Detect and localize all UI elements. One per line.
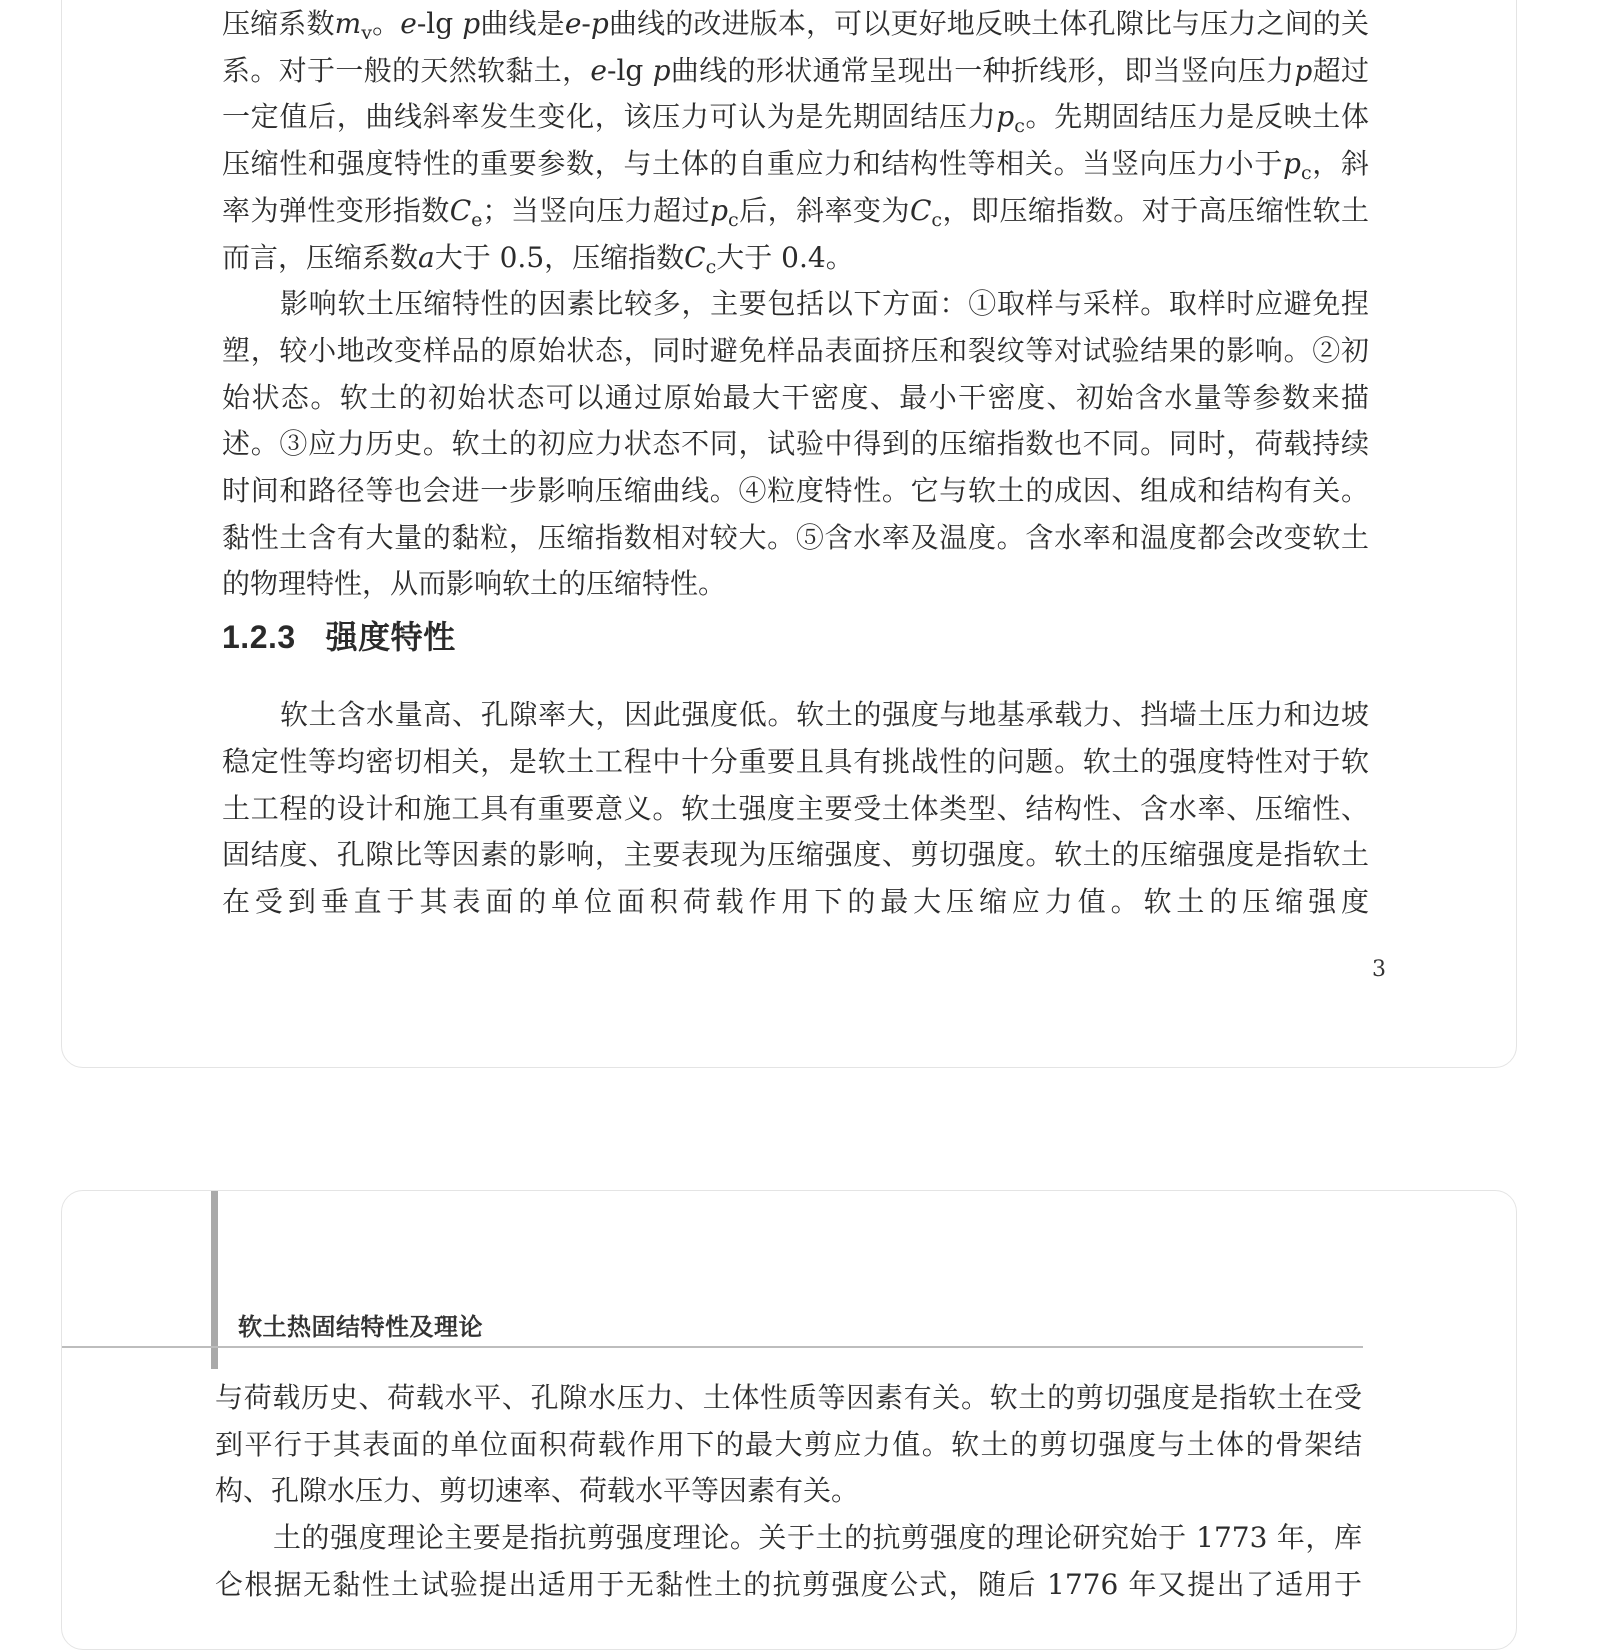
paragraph-compression-curve: 压缩系数$m_v$。e-lg p曲线是e-p曲线的改进版本，可以更好地反映土体孔隙比与压力之间的关系。对于一般的天然软黏土，e-lg p曲线的形状通常呈现出一种折线形，即当竖向压力p超过一定值后，曲线斜率发生变化，该压力可认为是先期固结压力$p_c$。先期固结压力是反映土体压缩性和强度特性的重要参数，与土体的自重应力和结构性等相关。当竖向压力小于$p_c$，斜率为弹性变形指数$C_e$；当竖向压力超过$p_c$后，斜率变为$C_c$，即压缩指数。对于高压缩性软土而言，压缩系数a大于 0.5，压缩指数$C_c$大于 0.4。: [222, 7, 1369, 278]
paragraph-strength-theory: 土的强度理论主要是指抗剪强度理论。关于土的抗剪强度的理论研究始于 1773 年，库仑根据无黏性土试验提出适用于无黏性土的抗剪强度公式，随后 1776 年又提出了适用于: [215, 1521, 1362, 1601]
running-header-rule: [62, 1346, 1363, 1348]
section-number: 1.2.3: [222, 619, 296, 656]
section-heading-1-2-3: [222, 608, 1369, 692]
document-page-4: [61, 1190, 1517, 1650]
page-4-body: [215, 1375, 1362, 1609]
page-number: 3: [1372, 957, 1386, 982]
running-header-bar: [211, 1191, 218, 1369]
page-3-body: [222, 1, 1369, 926]
paragraph-strength-properties: 软土含水量高、孔隙率大，因此强度低。软土的强度与地基承载力、挡墙土压力和边坡稳定性等均密切相关，是软土工程中十分重要且具有挑战性的问题。软土的强度特性对于软土工程的设计和施工具有重要意义。软土强度主要受土体类型、结构性、含水率、压缩性、固结度、孔隙比等因素的影响，主要表现为压缩强度、剪切强度。软土的压缩强度是指软土在受到垂直于其表面的单位面积荷载作用下的最大压缩应力值。软土的压缩强度: [222, 698, 1369, 918]
document-page-3: [61, 0, 1517, 1068]
paragraph-shear-strength: 与荷载历史、荷载水平、孔隙水压力、土体性质等因素有关。软土的剪切强度是指软土在受到平行于其表面的单位面积荷载作用下的最大剪应力值。软土的剪切强度与土体的骨架结构、孔隙水压力、剪切速率、荷载水平等因素有关。: [215, 1381, 1362, 1508]
running-header-title: 软土热固结特性及理论: [238, 1313, 483, 1341]
section-title: 强度特性: [325, 619, 456, 656]
paragraph-compression-factors: 影响软土压缩特性的因素比较多，主要包括以下方面：①取样与采样。取样时应避免捏塑，较小地改变样品的原始状态，同时避免样品表面挤压和裂纹等对试验结果的影响。②初始状态。软土的初始状态可以通过原始最大干密度、最小干密度、初始含水量等参数来描述。③应力历史。软土的初应力状态不同，试验中得到的压缩指数也不同。同时，荷载持续时间和路径等也会进一步影响压缩曲线。④粒度特性。它与软土的成因、组成和结构有关。黏性土含有大量的黏粒，压缩指数相对较大。⑤含水率及温度。含水率和温度都会改变软土的物理特性，从而影响软土的压缩特性。: [222, 287, 1369, 601]
